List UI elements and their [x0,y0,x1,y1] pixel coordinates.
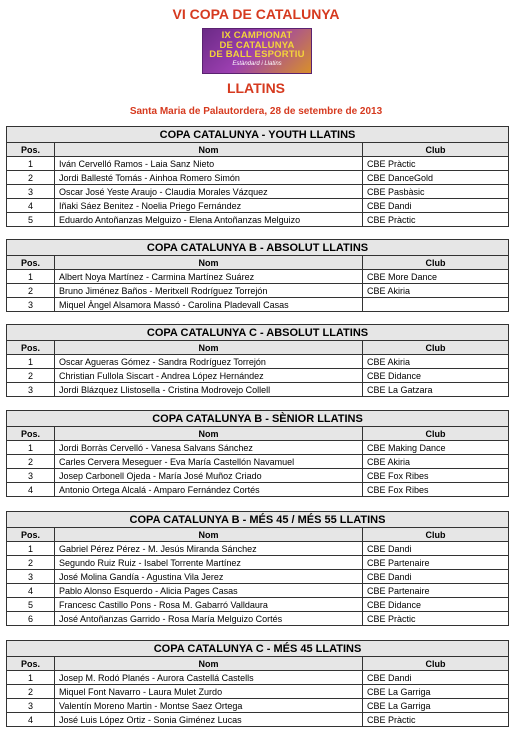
couple-name-cell: Josep M. Rodó Planés - Aurora Castellá Castells [55,671,363,685]
table-row [7,542,509,556]
club-cell: CBE Dandi [363,570,509,584]
couple-name-cell: Miquel Àngel Alsamora Massó - Carolina Pladevall Casas [55,298,363,312]
couple-name-cell: Josep Carbonell Ojeda - María José Muñoz Criado [55,469,363,483]
couple-name-cell: Carles Cervera Meseguer - Eva María Castellón Navamuel [55,455,363,469]
pos-cell: 2 [7,556,55,570]
club-cell: CBE Fox Ribes [363,483,509,497]
pos-cell: 4 [7,584,55,598]
couple-name-cell: José Luis López Ortiz - Sonia Giménez Lucas [55,713,363,727]
table-row [7,699,509,713]
column-header-pos: Pos. [7,341,55,355]
table-row [7,685,509,699]
couple-name-cell: Segundo Ruiz Ruiz - Isabel Torrente Martínez [55,556,363,570]
table-row [7,713,509,727]
competition-title: COPA CATALUNYA B - ABSOLUT LLATINS [7,240,509,256]
club-cell: CBE La Garriga [363,685,509,699]
pos-cell: 4 [7,483,55,497]
pos-cell: 3 [7,469,55,483]
results-table [6,511,509,626]
couple-name-cell: Valentín Moreno Martin - Montse Saez Ortega [55,699,363,713]
couple-name-cell: Gabriel Pérez Pérez - M. Jesús Miranda Sánchez [55,542,363,556]
couple-name-cell: José Antoñanzas Garrido - Rosa María Melguizo Cortés [55,612,363,626]
club-cell: CBE Fox Ribes [363,469,509,483]
pos-cell: 2 [7,685,55,699]
pos-cell: 1 [7,157,55,171]
championship-logo [202,28,312,74]
column-header-pos: Pos. [7,143,55,157]
club-cell [363,298,509,312]
table-row [7,284,509,298]
pos-cell: 1 [7,441,55,455]
pos-cell: 6 [7,612,55,626]
table-row [7,612,509,626]
couple-name-cell: José Molina Gandía - Agustina Vila Jerez [55,570,363,584]
table-row [7,671,509,685]
column-header-club: Club [363,657,509,671]
logo-line-2: DE CATALUNYA [219,39,295,51]
club-cell: CBE Pràctic [363,713,509,727]
couple-name-cell: Iñaki Sáez Benitez - Noelia Priego Fernández [55,199,363,213]
club-cell: CBE Didance [363,598,509,612]
table-row [7,185,509,199]
table-row [7,584,509,598]
couple-name-cell: Antonio Ortega Alcalá - Amparo Fernández Cortés [55,483,363,497]
club-cell: CBE Partenaire [363,556,509,570]
table-row [7,383,509,397]
club-cell: CBE Pasbàsic [363,185,509,199]
column-header-club: Club [363,143,509,157]
results-table [6,324,509,397]
table-row [7,556,509,570]
table-row [7,455,509,469]
club-cell: CBE Dandi [363,671,509,685]
pos-cell: 1 [7,270,55,284]
pos-cell: 1 [7,355,55,369]
table-row [7,171,509,185]
column-header-nom: Nom [55,143,363,157]
column-header-nom: Nom [55,528,363,542]
event-dateline: Santa Maria de Palautordera, 28 de setembre de 2013 [129,106,383,117]
club-cell: CBE Pràctic [363,612,509,626]
table-row [7,213,509,227]
pos-cell: 3 [7,699,55,713]
competition-title: COPA CATALUNYA - YOUTH LLATINS [7,127,509,143]
column-header-club: Club [363,427,509,441]
pos-cell: 1 [7,542,55,556]
table-row [7,369,509,383]
pos-cell: 3 [7,185,55,199]
pos-cell: 2 [7,284,55,298]
club-cell: CBE More Dance [363,270,509,284]
pos-cell: 2 [7,369,55,383]
column-header-pos: Pos. [7,528,55,542]
couple-name-cell: Pablo Alonso Esquerdo - Alicia Pages Casas [55,584,363,598]
couple-name-cell: Oscar José Yeste Araujo - Claudia Morales Vázquez [55,185,363,199]
club-cell: CBE DanceGold [363,171,509,185]
competition-title: COPA CATALUNYA B - MÉS 45 / MÉS 55 LLATINS [7,512,509,528]
club-cell: CBE Dandi [363,542,509,556]
club-cell: CBE Akiria [363,455,509,469]
column-header-nom: Nom [55,341,363,355]
couple-name-cell: Eduardo Antoñanzas Melguizo - Elena Antoñanzas Melguizo [55,213,363,227]
logo-line-1: IX CAMPIONAT [221,30,293,41]
club-cell: CBE Pràctic [363,157,509,171]
club-cell: CBE Akiria [363,284,509,298]
column-header-nom: Nom [55,657,363,671]
column-header-pos: Pos. [7,657,55,671]
logo-line-4: Estàndard i Llatins [232,60,282,67]
column-header-pos: Pos. [7,256,55,270]
column-header-pos: Pos. [7,427,55,441]
couple-name-cell: Francesc Castillo Pons - Rosa M. Gabarró Valldaura [55,598,363,612]
pos-cell: 2 [7,455,55,469]
couple-name-cell: Bruno Jiménez Baños - Meritxell Rodríguez Torrejón [55,284,363,298]
competition-title: COPA CATALUNYA C - ABSOLUT LLATINS [7,325,509,341]
table-row [7,270,509,284]
couple-name-cell: Jordi Ballesté Tomás - Ainhoa Romero Simón [55,171,363,185]
pos-cell: 3 [7,383,55,397]
column-header-club: Club [363,256,509,270]
column-header-club: Club [363,341,509,355]
table-row [7,570,509,584]
table-row [7,483,509,497]
club-cell: CBE Pràctic [363,213,509,227]
column-header-nom: Nom [55,427,363,441]
page-title: VI COPA DE CATALUNYA [172,6,340,22]
table-row [7,469,509,483]
table-row [7,355,509,369]
table-row [7,598,509,612]
club-cell: CBE Partenaire [363,584,509,598]
page-subtitle: LLATINS [226,80,286,96]
results-table [6,239,509,312]
table-row [7,199,509,213]
pos-cell: 4 [7,199,55,213]
club-cell: CBE Akiria [363,355,509,369]
couple-name-cell: Albert Noya Martínez - Carmina Martínez Suárez [55,270,363,284]
table-row [7,157,509,171]
club-cell: CBE Dandi [363,199,509,213]
pos-cell: 1 [7,671,55,685]
couple-name-cell: Jordi Blázquez Llistosella - Cristina Modrovejo Collell [55,383,363,397]
table-row [7,298,509,312]
table-row [7,441,509,455]
column-header-nom: Nom [55,256,363,270]
pos-cell: 4 [7,713,55,727]
results-table [6,640,509,727]
pos-cell: 3 [7,570,55,584]
couple-name-cell: Christian Fullola Siscart - Andrea López Hernández [55,369,363,383]
competition-title: COPA CATALUNYA C - MÉS 45 LLATINS [7,641,509,657]
couple-name-cell: Jordi Borràs Cervelló - Vanesa Salvans Sánchez [55,441,363,455]
pos-cell: 5 [7,213,55,227]
logo-line-3: DE BALL ESPORTIU [209,49,305,60]
pos-cell: 5 [7,598,55,612]
club-cell: CBE La Garriga [363,699,509,713]
results-table [6,126,509,227]
pos-cell: 2 [7,171,55,185]
couple-name-cell: Iván Cervelló Ramos - Laia Sanz Nieto [55,157,363,171]
results-table [6,410,509,497]
club-cell: CBE Making Dance [363,441,509,455]
pos-cell: 3 [7,298,55,312]
competition-title: COPA CATALUNYA B - SÈNIOR LLATINS [7,411,509,427]
column-header-club: Club [363,528,509,542]
couple-name-cell: Oscar Agueras Gómez - Sandra Rodríguez Torrejón [55,355,363,369]
club-cell: CBE La Gatzara [363,383,509,397]
club-cell: CBE Didance [363,369,509,383]
couple-name-cell: Miquel Font Navarro - Laura Mulet Zurdo [55,685,363,699]
